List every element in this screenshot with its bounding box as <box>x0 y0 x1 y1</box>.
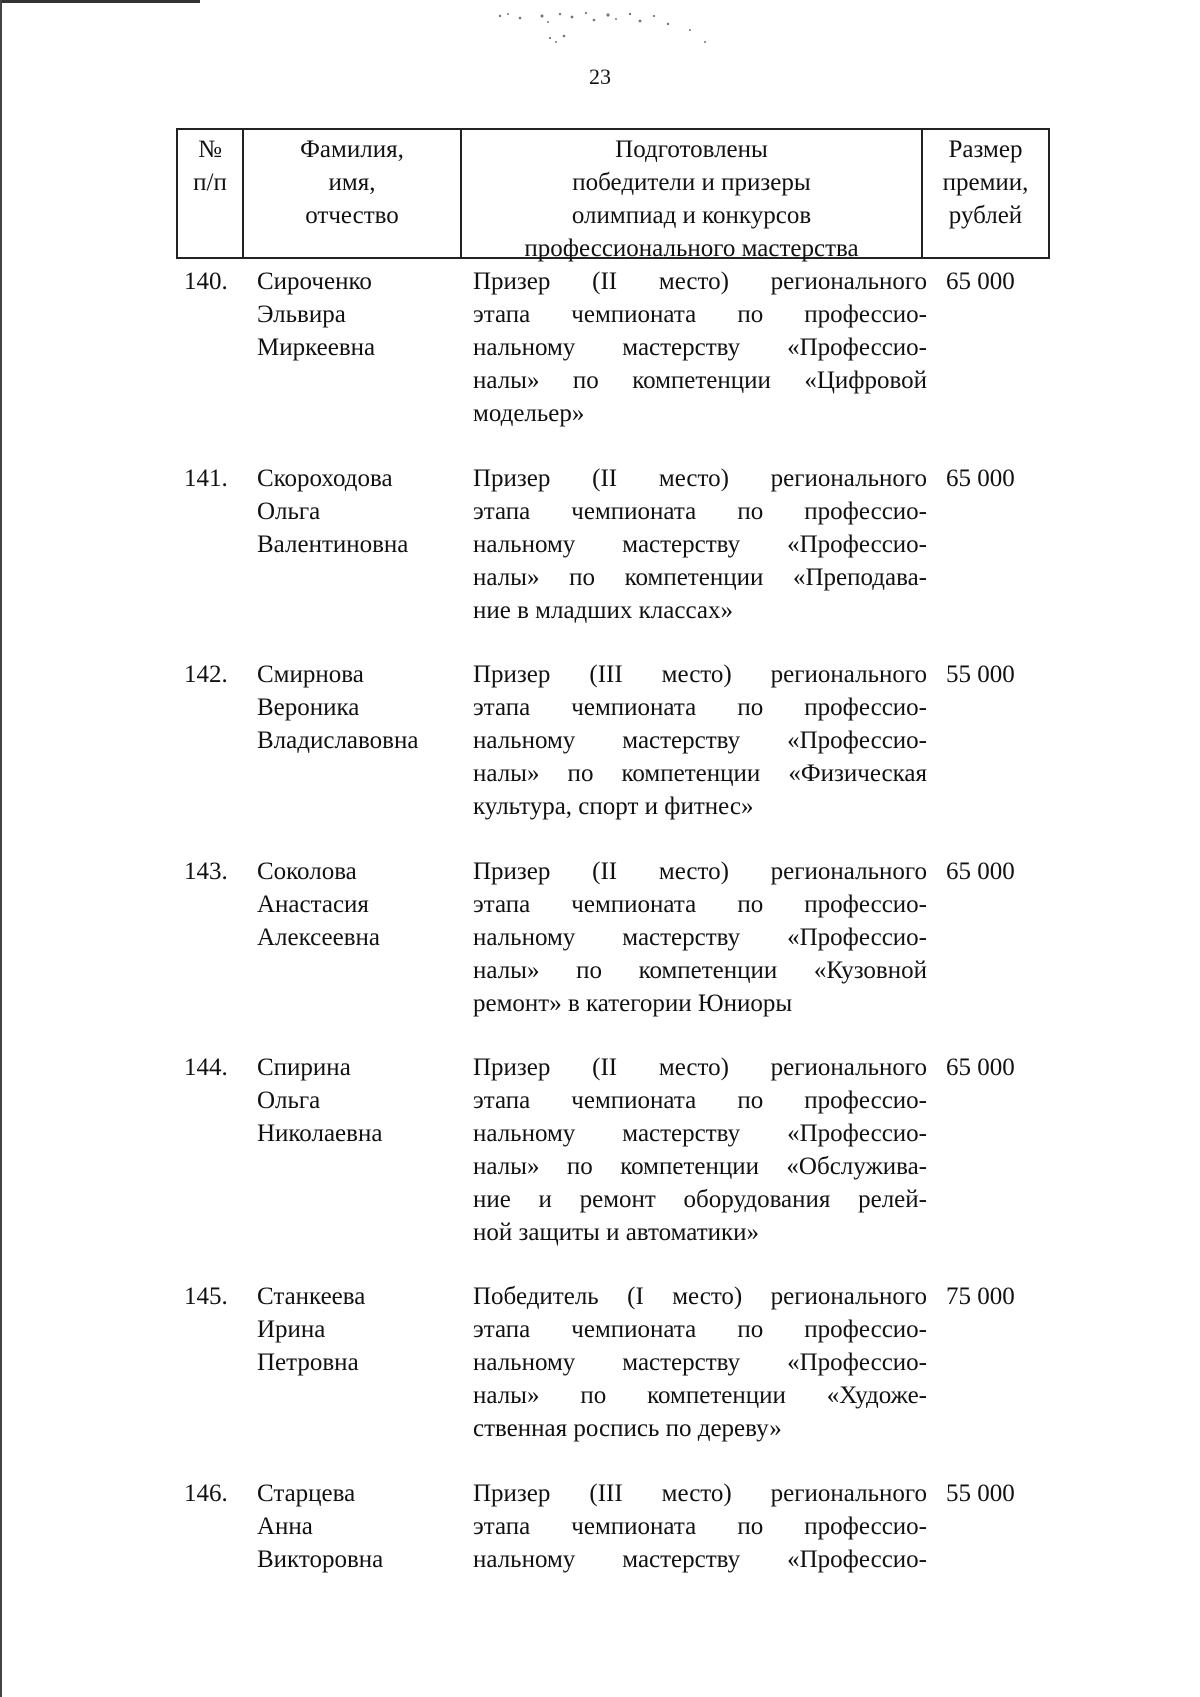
desc-line: налы» по компетенции «Цифровой <box>473 367 927 394</box>
row-number: 144. <box>184 1054 228 1081</box>
desc-line: этапа чемпионата по профессио- <box>473 694 927 721</box>
name-line: Анна <box>257 1513 313 1540</box>
row-prize: 55 000 <box>946 661 1015 688</box>
desc-line: нальному мастерству «Профессио- <box>473 1546 927 1573</box>
name-line: Ольга <box>257 498 321 525</box>
desc-line: нальному мастерству «Профессио- <box>473 531 927 558</box>
header-desc-line: Подготовлены <box>615 136 768 163</box>
desc-line: модельер» <box>473 400 585 427</box>
row-prize: 75 000 <box>946 1283 1015 1310</box>
header-name-line: имя, <box>328 169 376 196</box>
header-achievement <box>462 130 923 262</box>
header-number <box>178 130 244 257</box>
row-number: 140. <box>184 268 228 295</box>
desc-line: налы» по компетенции «Обслужива- <box>473 1153 927 1180</box>
header-number-line: п/п <box>193 169 227 196</box>
row-prize: 65 000 <box>946 465 1015 492</box>
desc-line: нальному мастерству «Профессио- <box>473 924 927 951</box>
desc-line: Победитель (I место) регионального <box>473 1283 927 1310</box>
name-line: Миркеевна <box>257 334 376 361</box>
row-achievement <box>473 658 927 823</box>
row-prize: 65 000 <box>946 1054 1015 1081</box>
row-achievement <box>473 855 927 1020</box>
top-edge-rule <box>0 0 200 3</box>
desc-line: налы» по компетенции «Кузовной <box>473 957 927 984</box>
desc-line: этапа чемпионата по профессио- <box>473 1087 927 1114</box>
name-line: Валентиновна <box>257 531 409 558</box>
header-full-name <box>244 130 462 257</box>
row-achievement <box>473 265 927 430</box>
table-header <box>176 128 1050 262</box>
row-full-name <box>257 462 467 561</box>
header-prize-amount <box>923 130 1048 257</box>
row-full-name <box>257 1477 467 1576</box>
name-line: Старцева <box>257 1480 356 1507</box>
row-prize: 55 000 <box>946 1480 1015 1507</box>
desc-line: налы» по компетенции «Художе- <box>473 1382 927 1409</box>
row-prize: 65 000 <box>946 268 1015 295</box>
name-line: Николаевна <box>257 1120 383 1147</box>
header-prize-line: премии, <box>942 169 1029 196</box>
desc-line: этапа чемпионата по профессио- <box>473 498 927 525</box>
name-line: Владиславовна <box>257 727 419 754</box>
desc-line: ремонт» в категории Юниоры <box>473 990 793 1017</box>
desc-line: нальному мастерству «Профессио- <box>473 1120 927 1147</box>
desc-line: Призер (II место) регионального <box>473 465 927 492</box>
row-number: 141. <box>184 465 228 492</box>
desc-line: культура, спорт и фитнес» <box>473 793 754 820</box>
desc-line: ние и ремонт оборудования релей- <box>473 1186 927 1213</box>
row-full-name <box>257 658 467 757</box>
row-prize: 65 000 <box>946 858 1015 885</box>
name-line: Алексеевна <box>257 924 381 951</box>
name-line: Анастасия <box>257 891 369 918</box>
desc-line: налы» по компетенции «Физическая <box>473 760 927 787</box>
row-full-name <box>257 1280 467 1379</box>
desc-line: ной защиты и автоматики» <box>473 1219 760 1246</box>
row-achievement <box>473 1280 927 1445</box>
desc-line: Призер (II место) регионального <box>473 1054 927 1081</box>
left-margin-rule <box>0 0 2 1697</box>
desc-line: этапа чемпионата по профессио- <box>473 1316 927 1343</box>
page-number: 23 <box>589 64 611 89</box>
row-number: 143. <box>184 858 228 885</box>
name-line: Ирина <box>257 1316 326 1343</box>
row-full-name <box>257 855 467 954</box>
name-line: Эльвира <box>257 301 346 328</box>
desc-line: этапа чемпионата по профессио- <box>473 301 927 328</box>
name-line: Викторовна <box>257 1546 384 1573</box>
header-name-line: отчество <box>305 202 399 229</box>
row-achievement <box>473 462 927 627</box>
desc-line: Призер (II место) регионального <box>473 268 927 295</box>
header-desc-line: победители и призеры <box>572 169 811 196</box>
row-achievement <box>473 1051 927 1249</box>
desc-line: этапа чемпионата по профессио- <box>473 1513 927 1540</box>
row-number: 146. <box>184 1480 228 1507</box>
name-line: Ольга <box>257 1087 321 1114</box>
row-number: 145. <box>184 1283 228 1310</box>
name-line: Станкеева <box>257 1283 366 1310</box>
name-line: Смирнова <box>257 661 364 688</box>
desc-line: ние в младших классах» <box>473 597 733 624</box>
stamp-noise-mark <box>490 2 740 50</box>
name-line: Вероника <box>257 694 360 721</box>
desc-line: нальному мастерству «Профессио- <box>473 727 927 754</box>
header-desc-line: олимпиад и конкурсов <box>571 202 812 229</box>
desc-line: Призер (III место) регионального <box>473 1480 927 1507</box>
name-line: Соколова <box>257 858 357 885</box>
name-line: Сироченко <box>257 268 372 295</box>
desc-line: нальному мастерству «Профессио- <box>473 334 927 361</box>
desc-line: Призер (III место) регионального <box>473 661 927 688</box>
desc-line: Призер (II место) регионального <box>473 858 927 885</box>
row-achievement <box>473 1477 927 1576</box>
header-prize-line: рублей <box>948 202 1023 229</box>
row-full-name <box>257 1051 467 1150</box>
header-prize-line: Размер <box>948 136 1023 163</box>
desc-line: нальному мастерству «Профессио- <box>473 1349 927 1376</box>
row-number: 142. <box>184 661 228 688</box>
name-line: Скороходова <box>257 465 393 492</box>
header-number-line: № <box>198 136 222 163</box>
row-full-name <box>257 265 467 364</box>
desc-line: налы» по компетенции «Преподава- <box>473 564 927 591</box>
header-name-line: Фамилия, <box>300 136 404 163</box>
name-line: Петровна <box>257 1349 359 1376</box>
name-line: Спирина <box>257 1054 351 1081</box>
header-desc-line: профессионального мастерства <box>524 235 859 262</box>
desc-line: этапа чемпионата по профессио- <box>473 891 927 918</box>
desc-line: ственная роспись по дереву» <box>473 1415 782 1442</box>
